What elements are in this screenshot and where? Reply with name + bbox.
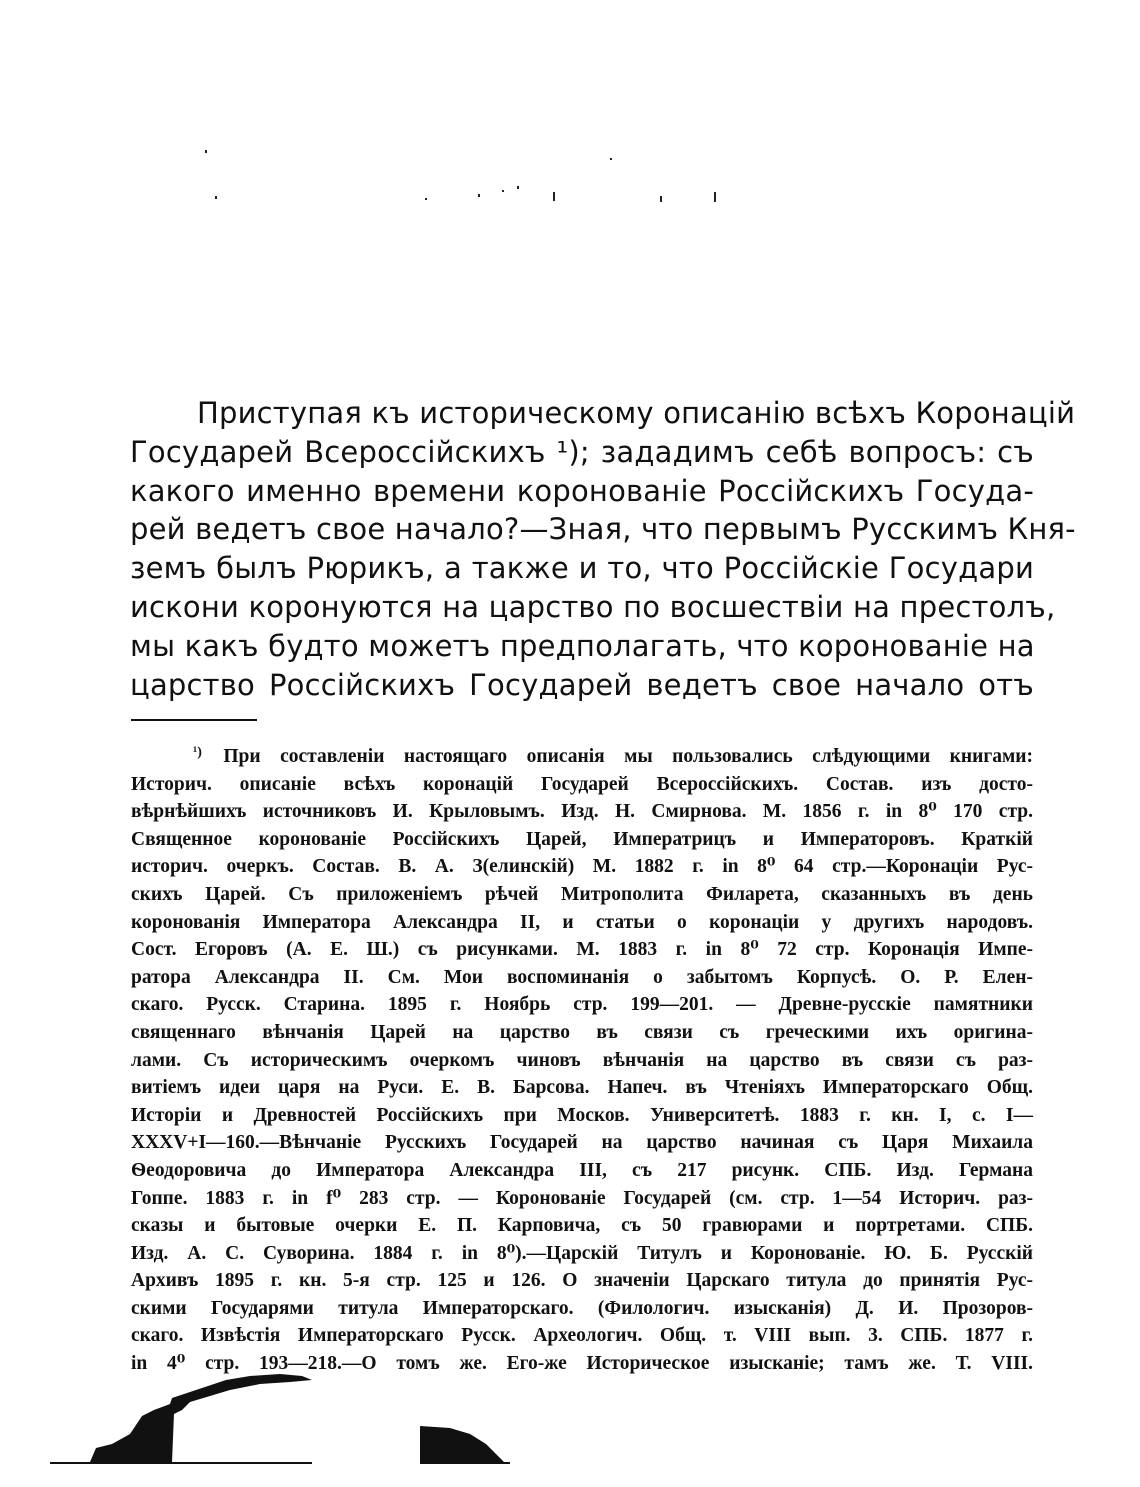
main-line: земъ былъ Рюрикъ, а также и то, что Россійскіе Государи	[130, 551, 1034, 586]
main-line: какого именно времени коронованіе Россійскихъ Госуда-	[130, 473, 1034, 508]
footnote-line: Исторіи и Древностей Россійскихъ при Москов. Университетѣ. 1883 г. кн. I, с. I—	[131, 1104, 1033, 1126]
footnote-line: ратора Александра II. См. Мои воспоминанія о забытомъ Корпусѣ. О. Р. Елен-	[131, 966, 1033, 988]
footnote-line: сказы и бытовые очерки Е. П. Карповича, съ 50 гравюрами и портретами. СПБ.	[131, 1215, 1033, 1237]
top-scan-specks	[0, 0, 1140, 260]
main-line: Государей Всероссійскихъ ¹); зададимъ себѣ вопросъ: съ	[130, 434, 1034, 469]
main-line: мы какъ будто можетъ предполагать, что коронованіе на	[130, 628, 1035, 663]
main-paragraph	[130, 394, 1076, 704]
footnote-line: вѣрнѣйшихъ источниковъ И. Крыловымъ. Изд. Н. Смирнова. М. 1856 г. in 8⁰ 170 стр.	[131, 801, 1033, 823]
footnote-line: лами. Съ историческимъ очеркомъ чиновъ вѣнчанія на царство въ связи съ раз-	[131, 1049, 1033, 1071]
footnote-line: Священное коронованіе Россійскихъ Царей, Императрицъ и Императоровъ. Краткій	[131, 828, 1033, 850]
footnote-separator-rule	[131, 719, 257, 721]
footnote-line: витіемъ идеи царя на Руси. Е. В. Барсова. Напеч. въ Чтеніяхъ Императорскаго Общ.	[131, 1077, 1033, 1099]
footnote-line-text: При составленіи настоящаго описанія мы пользовались слѣдующими книгами:	[223, 746, 1034, 767]
footnote-line: in 4⁰ стр. 193—218.—О томъ же. Его-же Историческое изысканіе; тамъ же. Т. VIII.	[131, 1353, 1033, 1375]
footnote-line: Ѳеодоровича до Императора Александра III, съ 217 рисунк. СПБ. Изд. Германа	[131, 1159, 1033, 1181]
footnote	[131, 739, 1033, 1378]
footnote-line	[131, 739, 1033, 771]
footnote-line: скаго. Русск. Старина. 1895 г. Ноябрь стр. 199—201. — Древне-русскіе памятники	[131, 994, 1033, 1016]
main-line: царство Россійскихъ Государей ведетъ свое начало отъ	[130, 667, 1034, 702]
footnote-line: XXXV+I—160.—Вѣнчаніе Русскихъ Государей на царство начиная съ Царя Михаила	[131, 1132, 1033, 1154]
main-line: Приступая къ историческому описанію всѣхъ Коронацій	[197, 396, 1076, 430]
footnote-line: священнаго вѣнчанія Царей на царство въ связи съ греческими ихъ оригина-	[131, 1021, 1033, 1043]
footnote-line: Архивъ 1895 г. кн. 5-я стр. 125 и 126. О значеніи Царскаго титула до принятія Рус-	[131, 1270, 1033, 1292]
main-line: рей ведетъ свое начало?—Зная, что первымъ Русскимъ Кня-	[130, 512, 1076, 547]
bottom-center-ink-blot	[420, 1422, 510, 1468]
footnote-line: Историч. описаніе всѣхъ коронацій Государей Всероссійскихъ. Состав. изъ досто-	[131, 773, 1033, 795]
footnote-line: Гоппе. 1883 г. in f⁰ 283 стр. — Коронованіе Государей (см. стр. 1—54 Историч. раз-	[131, 1187, 1033, 1209]
main-line: искони коронуются на царство по восшествіи на престолъ,	[130, 589, 1056, 624]
footnote-line: скаго. Извѣстія Императорскаго Русск. Археологич. Общ. т. VIII вып. 3. СПБ. 1877 г.	[131, 1325, 1033, 1347]
footnote-line: скими Государями титула Императорскаго. (Филологич. изысканія) Д. И. Прозоров-	[131, 1297, 1033, 1319]
footnote-line: Сост. Егоровъ (А. Е. Ш.) съ рисунками. М. 1883 г. in 8⁰ 72 стр. Коронація Импе-	[131, 939, 1033, 961]
footnote-line: Изд. А. С. Суворина. 1884 г. in 8⁰).—Царскій Титулъ и Коронованіе. Ю. Б. Русскій	[131, 1242, 1033, 1264]
footnote-line: скихъ Царей. Съ приложеніемъ рѣчей Митрополита Филарета, сказанныхъ въ день	[131, 883, 1033, 905]
footnote-line: историч. очеркъ. Состав. В. А. З(елинскій) М. 1882 г. in 8⁰ 64 стр.—Коронаціи Рус-	[131, 856, 1033, 878]
footnote-line: коронованія Императора Александра II, и статьи о коронаціи у другихъ народовъ.	[131, 911, 1033, 933]
footnote-marker: ¹)	[193, 745, 202, 760]
bottom-left-ink-blot	[50, 1370, 320, 1475]
